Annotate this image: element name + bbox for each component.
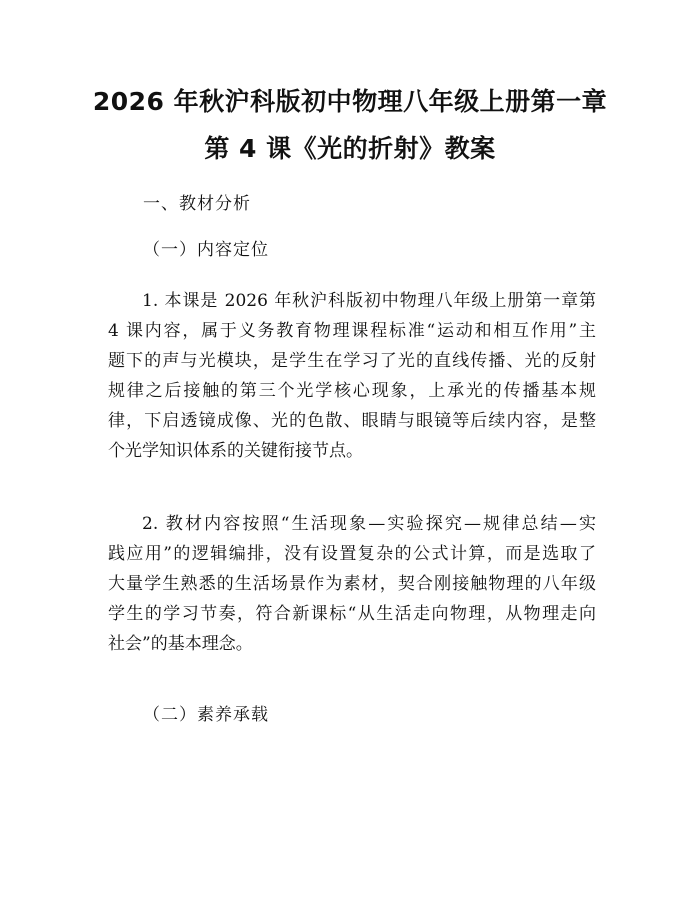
paragraph-1-line: 律，下启透镜成像、光的色散、眼睛与眼镜等后续内容，是整 — [108, 411, 596, 431]
paragraph-2-line: 践应用”的逻辑编排，没有设置复杂的公式计算，而是选取了 — [108, 544, 596, 564]
subsection-heading-literacy: （二）素养承载 — [143, 705, 269, 725]
paragraph-1-line: 规律之后接触的第三个光学核心现象，上承光的传播基本规 — [108, 381, 596, 401]
section-heading-textbook-analysis: 一、教材分析 — [143, 194, 251, 214]
paragraph-1 — [108, 286, 596, 466]
paragraph-1-line: 1. 本课是 2026 年秋沪科版初中物理八年级上册第一章第 — [142, 291, 596, 311]
paragraph-1-line: 个光学知识体系的关键衔接节点。 — [108, 441, 363, 461]
document-title-line-2: 第 4 课《光的折射》教案 — [204, 134, 496, 163]
paragraph-2-line: 社会”的基本理念。 — [108, 634, 253, 654]
paragraph-1-line: 4 课内容，属于义务教育物理课程标准“运动和相互作用”主 — [108, 321, 596, 341]
document-title-line-1: 2026 年秋沪科版初中物理八年级上册第一章 — [92, 87, 608, 116]
paragraph-2-line: 大量学生熟悉的生活场景作为素材，契合刚接触物理的八年级 — [108, 574, 596, 594]
paragraph-2-line: 2. 教材内容按照“生活现象—实验探究—规律总结—实 — [142, 514, 596, 534]
paragraph-1-line: 题下的声与光模块，是学生在学习了光的直线传播、光的反射 — [108, 351, 596, 371]
subsection-heading-content-positioning: （一）内容定位 — [143, 240, 269, 260]
paragraph-2 — [108, 509, 596, 659]
paragraph-2-line: 学生的学习节奏，符合新课标“从生活走向物理，从物理走向 — [108, 604, 596, 624]
